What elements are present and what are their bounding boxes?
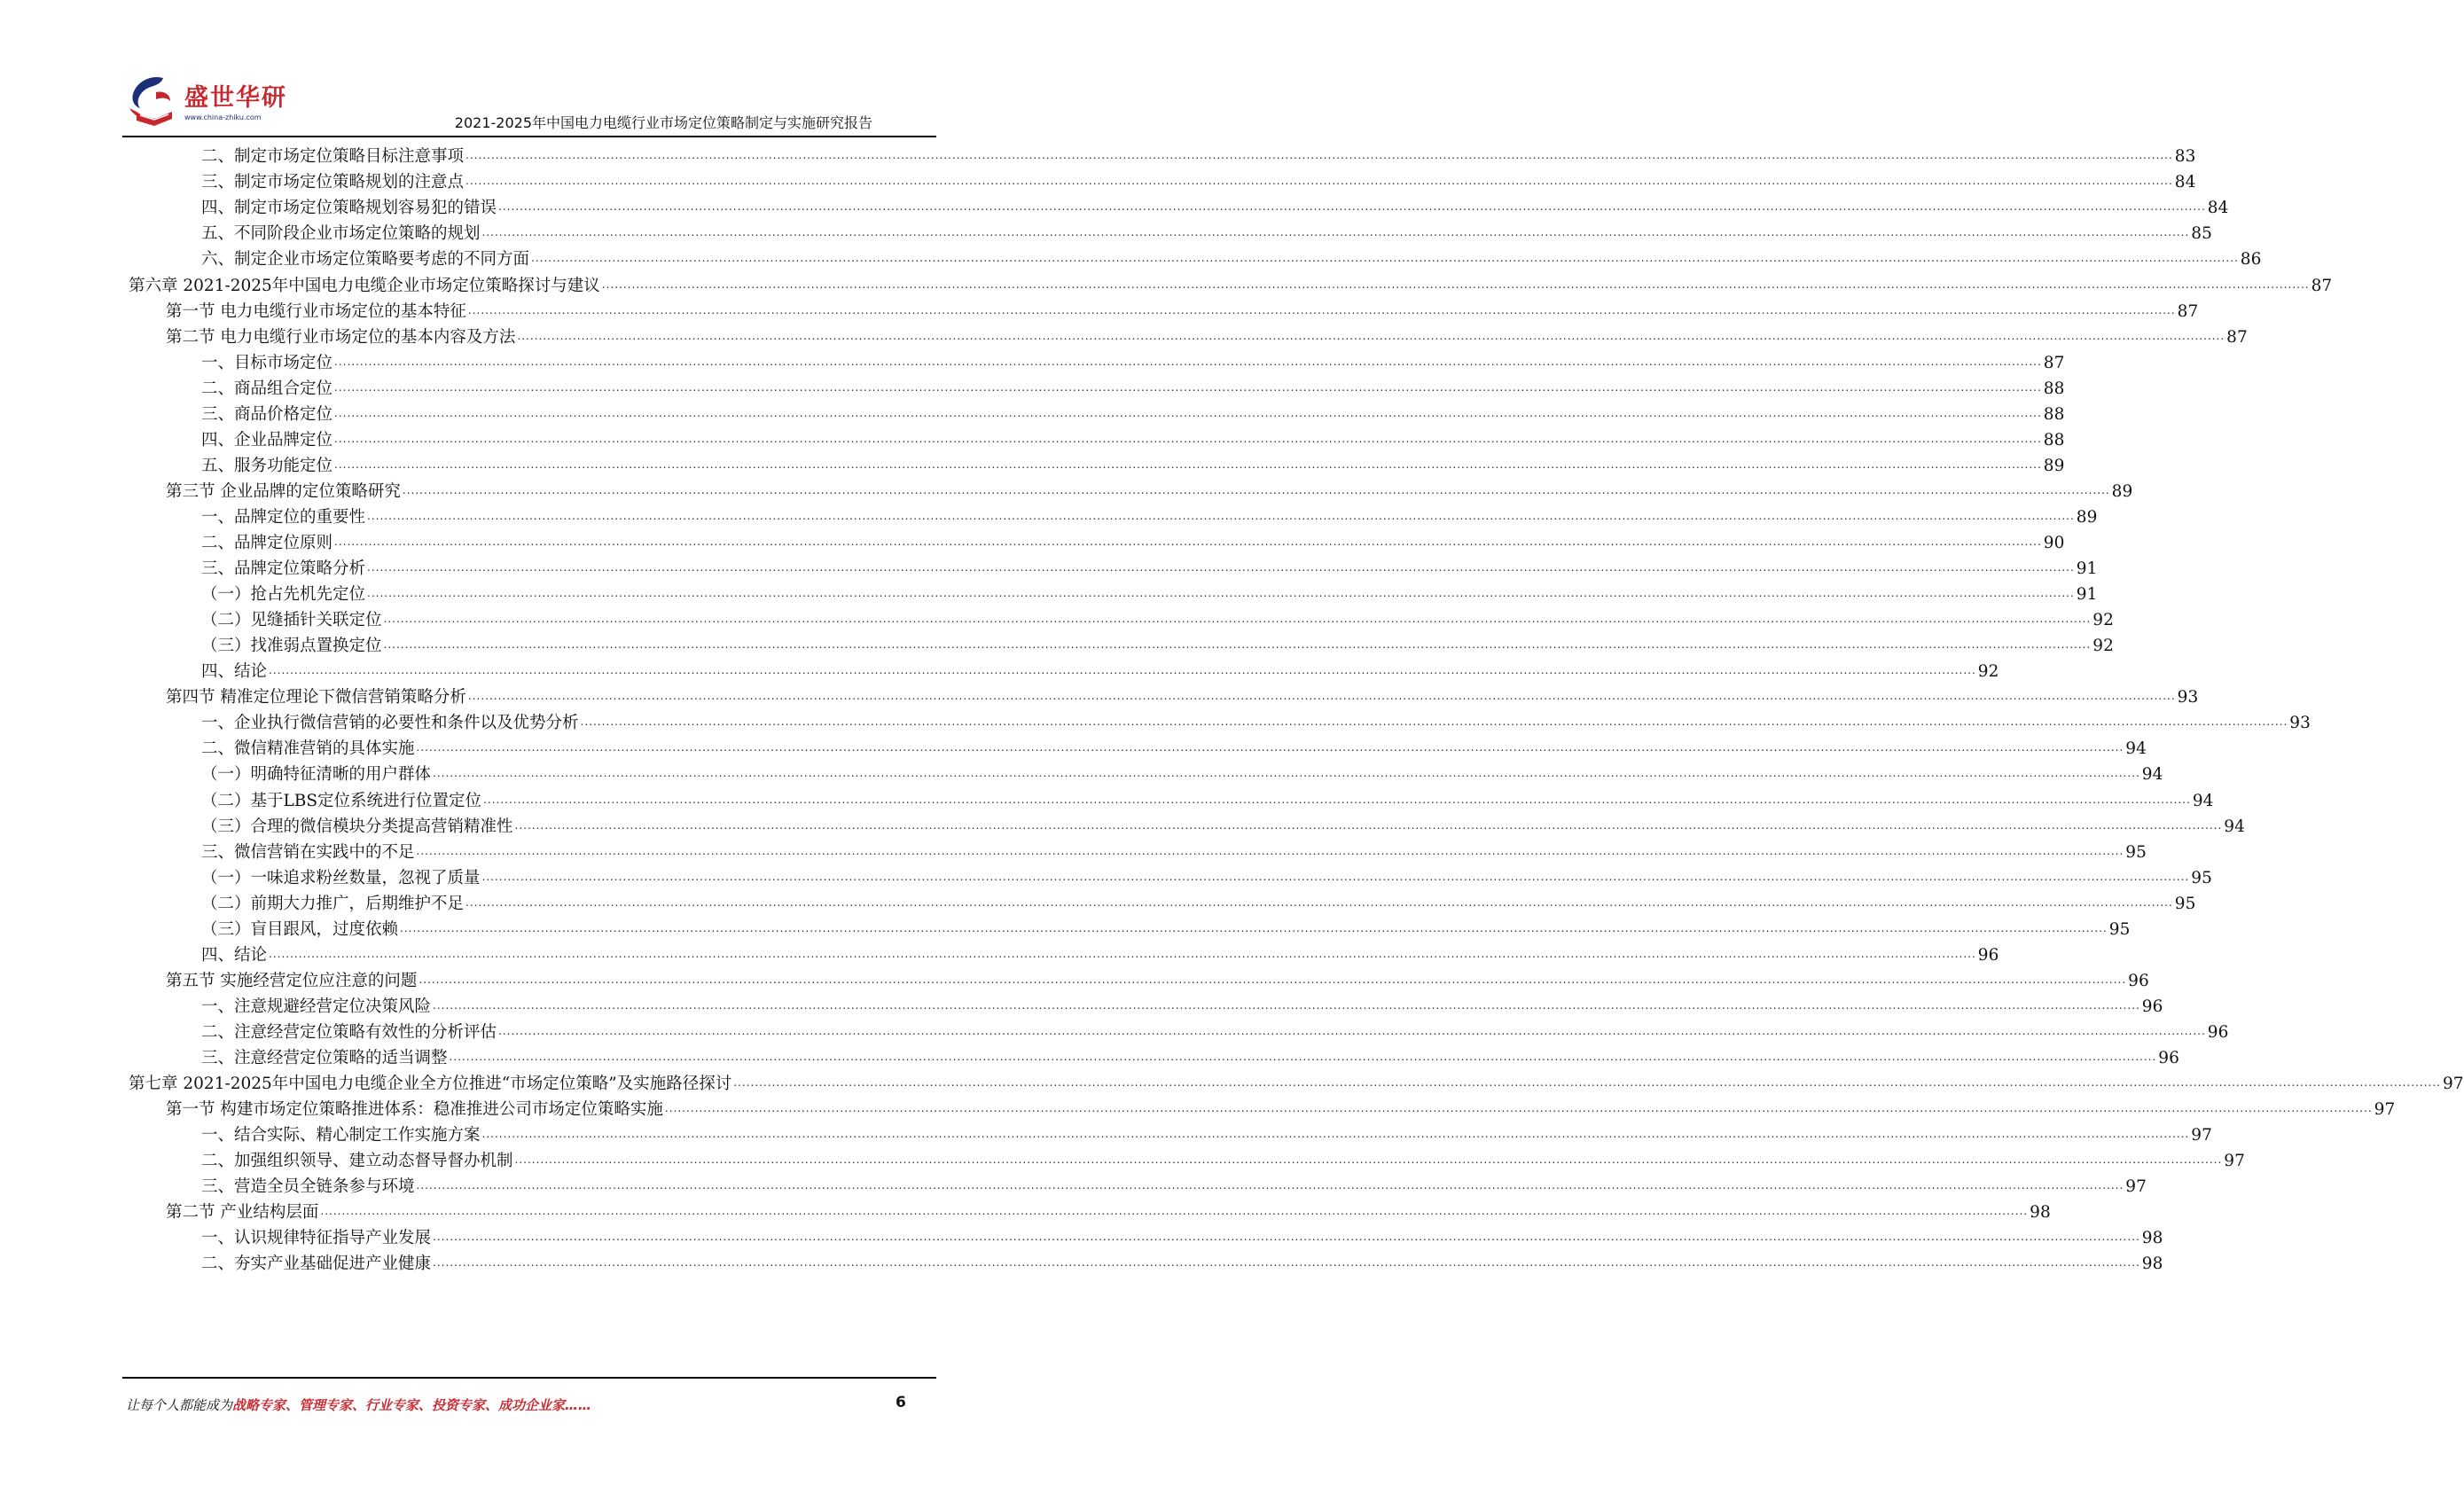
toc-entry-title: 第二节 产业结构层面 (166, 1203, 319, 1223)
toc-leader-dots: ................................................................................................................................................................................................................................................................................................................................................................................................................ (334, 406, 2042, 419)
toc-entry-title: 四、企业品牌定位 (201, 430, 333, 449)
toc-leader-dots: ................................................................................................................................................................................................................................................................................................................................................................................................................ (433, 1231, 2140, 1244)
toc-entry[interactable] (201, 246, 2262, 273)
toc-leader-dots: ................................................................................................................................................................................................................................................................................................................................................................................................................ (383, 638, 2092, 652)
toc-entry-title: 三、商品价格定位 (201, 404, 333, 424)
logo-name: 盛世华研 (184, 84, 287, 112)
toc-leader-dots: ................................................................................................................................................................................................................................................................................................................................................................................................................ (402, 483, 2110, 496)
logo-url: www.china-zhiku.com (184, 113, 262, 121)
toc-entry-title: 第一节 构建市场定位策略推进体系：稳准推进公司市场定位策略实施 (166, 1100, 663, 1120)
toc-leader-dots: ................................................................................................................................................................................................................................................................................................................................................................................................................ (481, 1128, 2190, 1141)
toc-entry[interactable] (201, 735, 2147, 762)
toc-leader-dots: ................................................................................................................................................................................................................................................................................................................................................................................................................ (498, 1024, 2206, 1037)
toc-leader-dots: ................................................................................................................................................................................................................................................................................................................................................................................................................ (383, 613, 2092, 626)
toc-entry[interactable] (166, 323, 2248, 350)
toc-entry-title: 四、结论 (201, 662, 268, 682)
toc-entry[interactable] (201, 889, 2196, 917)
toc-entry-page: 97 (2191, 1126, 2212, 1145)
toc-entry[interactable] (166, 1096, 2396, 1123)
toc-leader-dots: ................................................................................................................................................................................................................................................................................................................................................................................................................ (449, 1051, 2157, 1064)
footer-divider (122, 1377, 936, 1379)
toc-entry-title: 二、品牌定位原则 (201, 534, 333, 553)
toc-leader-dots: ................................................................................................................................................................................................................................................................................................................................................................................................................ (465, 149, 2173, 162)
toc-entry-title: 一、企业执行微信营销的必要性和条件以及优势分析 (201, 714, 579, 733)
toc-entry[interactable] (201, 1044, 2179, 1072)
toc-entry[interactable] (201, 401, 2065, 428)
toc-entry-page: 92 (1977, 662, 1999, 682)
toc-entry-title: 二、制定市场定位策略目标注意事项 (201, 147, 465, 167)
toc-entry-page: 97 (2125, 1177, 2147, 1197)
toc-leader-dots: ................................................................................................................................................................................................................................................................................................................................................................................................................ (514, 1153, 2223, 1167)
toc-leader-dots: ................................................................................................................................................................................................................................................................................................................................................................................................................ (367, 587, 2075, 600)
toc-entry[interactable] (201, 1250, 2163, 1278)
toc-entry-title: 一、目标市场定位 (201, 353, 333, 372)
toc-entry-page: 83 (2174, 147, 2196, 167)
toc-entry-page: 93 (2289, 714, 2311, 733)
toc-entry-page: 95 (2174, 894, 2196, 913)
footer-slogan-highlight: 战略专家、管理专家、行业专家、投资专家、成功企业家…… (232, 1397, 592, 1413)
toc-leader-dots: ................................................................................................................................................................................................................................................................................................................................................................................................................ (367, 509, 2075, 522)
toc-entry[interactable] (201, 168, 2196, 196)
toc-entry-page: 94 (2141, 765, 2163, 785)
toc-entry-page: 84 (2174, 173, 2196, 192)
toc-entry[interactable] (201, 709, 2311, 737)
toc-entry-title: 二、商品组合定位 (201, 379, 333, 398)
toc-entry[interactable] (201, 581, 2098, 608)
header-divider (122, 136, 936, 137)
toc-entry[interactable] (201, 606, 2114, 634)
toc-entry-title: 第二节 电力电缆行业市场定位的基本内容及方法 (166, 327, 516, 347)
toc-entry-title: 五、服务功能定位 (201, 456, 333, 475)
page-number: 6 (896, 1394, 906, 1411)
toc-entry-page: 86 (2240, 250, 2262, 270)
toc-leader-dots: ................................................................................................................................................................................................................................................................................................................................................................................................................ (334, 432, 2042, 445)
toc-entry-title: 第五节 实施经营定位应注意的问题 (166, 971, 418, 990)
toc-entry-page: 91 (2076, 585, 2098, 605)
toc-entry[interactable] (201, 194, 2229, 222)
toc-entry-title: 三、微信营销在实践中的不足 (201, 842, 415, 862)
toc-entry-title: （二）见缝插针关联定位 (201, 611, 382, 630)
toc-entry[interactable] (201, 143, 2196, 170)
toc-entry-page: 90 (2043, 534, 2065, 553)
toc-leader-dots: ................................................................................................................................................................................................................................................................................................................................................................................................................ (601, 277, 2310, 291)
toc-leader-dots: ................................................................................................................................................................................................................................................................................................................................................................................................................ (465, 175, 2173, 188)
toc-entry-title: 三、品牌定位策略分析 (201, 559, 366, 579)
toc-entry[interactable] (201, 942, 1999, 969)
toc-entry-title: 一、结合实际、精心制定工作实施方案 (201, 1126, 481, 1145)
toc-entry[interactable] (166, 684, 2199, 711)
toc-entry[interactable] (201, 1147, 2245, 1175)
toc-leader-dots: ................................................................................................................................................................................................................................................................................................................................................................................................................ (483, 793, 2191, 806)
toc-entry-page: 95 (2125, 842, 2147, 862)
toc-entry[interactable] (201, 658, 1999, 685)
toc-entry-page: 98 (2141, 1255, 2163, 1274)
toc-entry-title: 一、认识规律特征指导产业发展 (201, 1229, 432, 1248)
toc-entry-page: 88 (2043, 404, 2065, 424)
toc-entry-page: 94 (2125, 739, 2147, 759)
toc-entry-title: 五、不同阶段企业市场定位策略的规划 (201, 224, 481, 244)
toc-leader-dots: ................................................................................................................................................................................................................................................................................................................................................................................................................ (498, 200, 2206, 214)
toc-entry-page: 92 (2092, 611, 2114, 630)
toc-entry-page: 96 (2141, 997, 2163, 1016)
toc-entry-title: 第七章 2021-2025年中国电力电缆企业全方位推进“市场定位策略”及实施路径探讨 (129, 1075, 732, 1094)
toc-entry[interactable] (201, 1224, 2163, 1252)
toc-entry[interactable] (201, 504, 2098, 531)
toc-entry-title: （一）一味追求粉丝数量，忽视了质量 (201, 868, 481, 887)
toc-leader-dots: ................................................................................................................................................................................................................................................................................................................................................................................................................ (481, 226, 2190, 239)
toc-entry-page: 91 (2076, 559, 2098, 579)
toc-entry[interactable] (129, 1070, 2464, 1098)
toc-entry[interactable] (201, 374, 2065, 402)
toc-entry-page: 87 (2177, 301, 2199, 321)
toc-leader-dots: ................................................................................................................................................................................................................................................................................................................................................................................................................ (664, 1102, 2373, 1115)
toc-leader-dots: ................................................................................................................................................................................................................................................................................................................................................................................................................ (320, 1205, 2029, 1218)
toc-entry[interactable] (166, 1199, 2051, 1226)
toc-leader-dots: ................................................................................................................................................................................................................................................................................................................................................................................................................ (334, 355, 2042, 368)
toc-entry[interactable] (201, 838, 2147, 865)
toc-leader-dots: ................................................................................................................................................................................................................................................................................................................................................................................................................ (517, 329, 2225, 342)
toc-entry-page: 95 (2108, 919, 2131, 939)
toc-entry[interactable] (201, 529, 2065, 557)
toc-entry-page: 97 (2224, 1152, 2245, 1171)
toc-entry[interactable] (201, 555, 2098, 582)
toc-entry[interactable] (166, 478, 2133, 505)
toc-leader-dots: ................................................................................................................................................................................................................................................................................................................................................................................................................ (416, 741, 2124, 754)
toc-entry-title: （二）前期大力推广，后期维护不足 (201, 894, 465, 913)
toc-entry-title: （三）合理的微信模块分类提高营销精准性 (201, 817, 513, 836)
toc-entry-title: 四、制定市场定位策略规划容易犯的错误 (201, 199, 497, 218)
toc-entry-page: 88 (2043, 430, 2065, 449)
report-title: 2021-2025年中国电力电缆行业市场定位策略制定与实施研究报告 (454, 114, 872, 131)
toc-entry[interactable] (201, 348, 2065, 376)
toc-entry[interactable] (201, 1019, 2229, 1046)
toc-entry[interactable] (201, 452, 2065, 480)
toc-leader-dots: ................................................................................................................................................................................................................................................................................................................................................................................................................ (465, 895, 2173, 909)
toc-entry-page: 93 (2177, 688, 2199, 707)
toc-entry-page: 89 (2076, 507, 2098, 527)
toc-leader-dots: ................................................................................................................................................................................................................................................................................................................................................................................................................ (733, 1076, 2441, 1090)
toc-leader-dots: ................................................................................................................................................................................................................................................................................................................................................................................................................ (467, 303, 2176, 317)
toc-leader-dots: ................................................................................................................................................................................................................................................................................................................................................................................................................ (433, 998, 2140, 1012)
logo-mark-icon (124, 73, 183, 131)
footer-slogan (126, 1395, 591, 1414)
toc-entry-page: 98 (2030, 1203, 2051, 1223)
toc-entry[interactable] (201, 993, 2163, 1020)
toc-entry-page: 89 (2111, 481, 2133, 501)
toc-entry-page: 92 (2092, 637, 2114, 656)
toc-leader-dots: ................................................................................................................................................................................................................................................................................................................................................................................................................ (418, 973, 2127, 986)
toc-entry[interactable] (201, 1173, 2147, 1200)
toc-entry-title: 第四节 精准定位理论下微信营销策略分析 (166, 688, 466, 707)
toc-entry[interactable] (166, 967, 2149, 995)
toc-entry-page: 97 (2443, 1075, 2464, 1094)
toc-entry[interactable] (201, 864, 2212, 891)
toc-entry[interactable] (201, 426, 2065, 454)
toc-leader-dots: ................................................................................................................................................................................................................................................................................................................................................................................................................ (531, 252, 2239, 265)
toc-leader-dots: ................................................................................................................................................................................................................................................................................................................................................................................................................ (416, 844, 2124, 857)
toc-entry[interactable] (201, 916, 2131, 943)
toc-entry-page: 96 (2158, 1049, 2179, 1068)
toc-leader-dots: ................................................................................................................................................................................................................................................................................................................................................................................................................ (481, 870, 2190, 883)
toc-leader-dots: ................................................................................................................................................................................................................................................................................................................................................................................................................ (514, 818, 2223, 832)
toc-leader-dots: ................................................................................................................................................................................................................................................................................................................................................................................................................ (400, 921, 2108, 934)
toc-leader-dots: ................................................................................................................................................................................................................................................................................................................................................................................................................ (334, 380, 2042, 394)
toc-entry-page: 96 (2207, 1022, 2229, 1042)
toc-entry-page: 96 (1977, 945, 1999, 965)
toc-entry-title: 六、制定企业市场定位策略要考虑的不同方面 (201, 250, 530, 270)
toc-entry-title: 一、注意规避经营定位决策风险 (201, 997, 432, 1016)
toc-entry-page: 87 (2226, 327, 2248, 347)
toc-entry-page: 85 (2191, 224, 2212, 244)
toc-entry[interactable] (201, 220, 2212, 247)
toc-entry-title: （三）找准弱点置换定位 (201, 637, 382, 656)
toc-leader-dots: ................................................................................................................................................................................................................................................................................................................................................................................................................ (580, 715, 2288, 729)
toc-entry[interactable] (201, 1122, 2212, 1149)
toc-entry-page: 98 (2141, 1229, 2163, 1248)
toc-entry-title: 第一节 电力电缆行业市场定位的基本特征 (166, 301, 466, 321)
toc-entry-title: 第六章 2021-2025年中国电力电缆企业市场定位策略探讨与建议 (129, 276, 600, 295)
toc-entry[interactable] (201, 812, 2245, 840)
toc-entry-title: （三）盲目跟风，过度依赖 (201, 919, 399, 939)
toc-entry[interactable] (129, 271, 2333, 299)
toc-leader-dots: ................................................................................................................................................................................................................................................................................................................................................................................................................ (334, 457, 2042, 471)
footer-slogan-prefix: 让每个人都能成为 (126, 1397, 233, 1413)
toc-entry-title: 四、结论 (201, 945, 268, 965)
toc-entry[interactable] (201, 632, 2114, 660)
toc-leader-dots: ................................................................................................................................................................................................................................................................................................................................................................................................................ (269, 947, 1976, 960)
toc-entry-title: 二、注意经营定位策略有效性的分析评估 (201, 1022, 497, 1042)
toc-entry-title: （一）明确特征清晰的用户群体 (201, 765, 432, 785)
company-logo (124, 73, 287, 133)
toc-leader-dots: ................................................................................................................................................................................................................................................................................................................................................................................................................ (416, 1179, 2124, 1192)
toc-entry-title: 三、营造全员全链条参与环境 (201, 1177, 415, 1197)
toc-entry-page: 87 (2043, 353, 2065, 372)
toc-entry-page: 84 (2207, 199, 2229, 218)
toc-entry-page: 96 (2128, 971, 2149, 990)
toc-entry-title: 三、制定市场定位策略规划的注意点 (201, 173, 465, 192)
toc-entry-title: 三、注意经营定位策略的适当调整 (201, 1049, 448, 1068)
toc-entry-title: 二、加强组织领导、建立动态督导督办机制 (201, 1152, 513, 1171)
toc-leader-dots: ................................................................................................................................................................................................................................................................................................................................................................................................................ (433, 767, 2140, 780)
toc-leader-dots: ................................................................................................................................................................................................................................................................................................................................................................................................................ (334, 535, 2042, 549)
toc-entry-page: 89 (2043, 456, 2065, 475)
toc-entry[interactable] (201, 761, 2163, 788)
toc-entry-title: 二、微信精准营销的具体实施 (201, 739, 415, 759)
toc-leader-dots: ................................................................................................................................................................................................................................................................................................................................................................................................................ (269, 664, 1976, 677)
toc-entry-title: 第三节 企业品牌的定位策略研究 (166, 481, 401, 501)
toc-entry-page: 94 (2192, 791, 2214, 810)
toc-entry-page: 94 (2224, 817, 2245, 836)
toc-entry-title: 二、夯实产业基础促进产业健康 (201, 1255, 432, 1274)
toc-entry-title: 一、品牌定位的重要性 (201, 507, 366, 527)
toc-leader-dots: ................................................................................................................................................................................................................................................................................................................................................................................................................ (367, 561, 2075, 575)
toc-entry-title: （二）基于LBS定位系统进行位置定位 (201, 791, 482, 810)
toc-entry-title: （一）抢占先机先定位 (201, 585, 366, 605)
toc-entry-page: 95 (2191, 868, 2212, 887)
toc-entry[interactable] (201, 786, 2214, 814)
toc-leader-dots: ................................................................................................................................................................................................................................................................................................................................................................................................................ (433, 1256, 2140, 1270)
toc-leader-dots: ................................................................................................................................................................................................................................................................................................................................................................................................................ (467, 690, 2176, 703)
toc-entry-page: 97 (2374, 1100, 2396, 1120)
toc-entry[interactable] (166, 297, 2199, 324)
toc-entry-page: 87 (2311, 276, 2333, 295)
toc-entry-page: 88 (2043, 379, 2065, 398)
